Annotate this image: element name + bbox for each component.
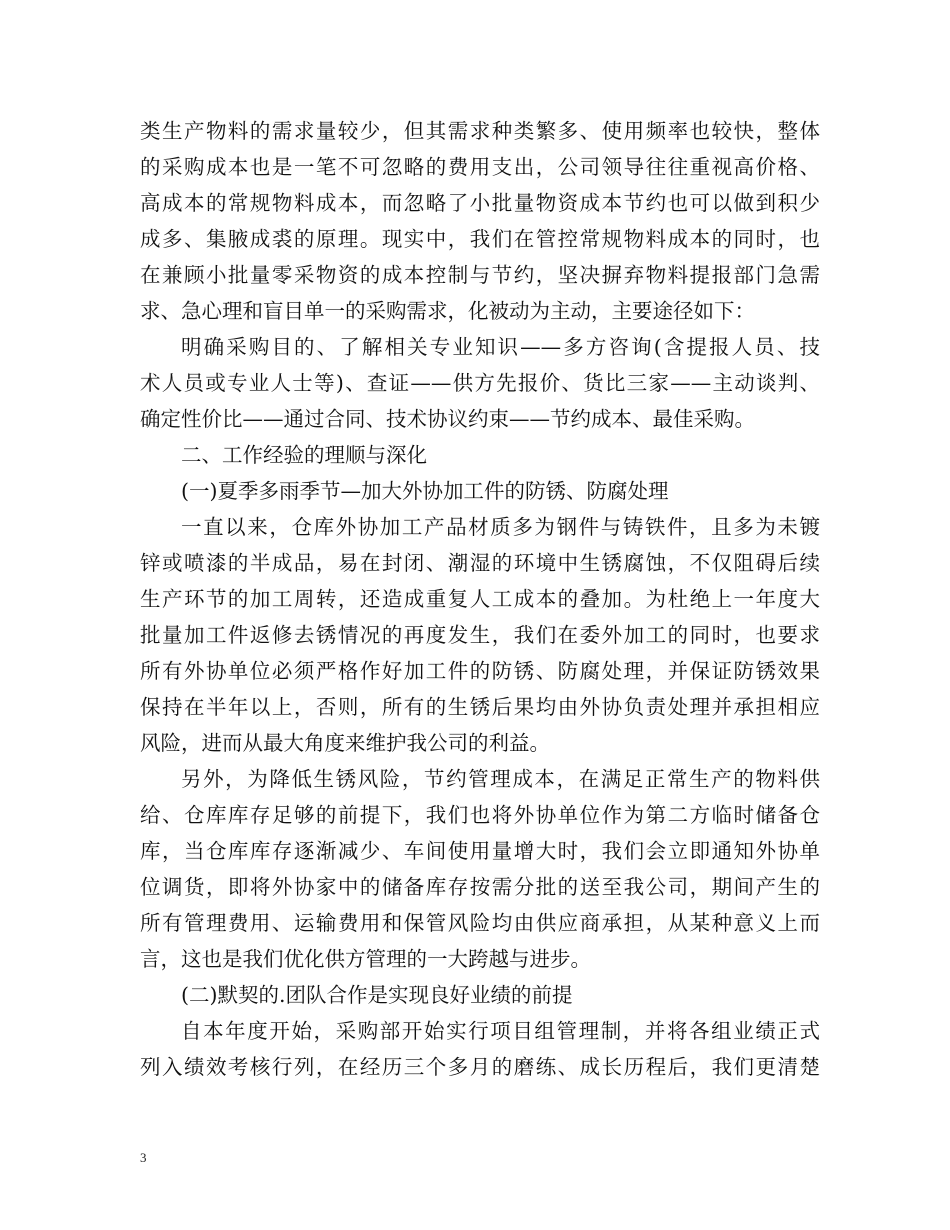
text-line: 保持在半年以上，否则，所有的生锈后果均由外协负责处理并承担相应 [140,695,820,719]
text-line: 术人员或专业人士等)、查证——供方先报价、货比三家——主动谈判、 [140,371,820,395]
text-line: 给、仓库库存足够的前提下，我们也将外协单位作为第二方临时储备仓 [140,803,820,827]
paragraph-continuation [140,113,820,329]
text-line: 言，这也是我们优化供方管理的一大跨越与进步。 [140,947,591,971]
text-line: 风险，进而从最大角度来维护我公司的利益。 [140,731,550,755]
text-line: 求、急心理和盲目单一的采购需求，化被动为主动，主要途径如下： [140,299,755,323]
section-heading [140,437,820,473]
subsection-heading [140,977,820,1013]
text-line: 高成本的常规物料成本，而忽略了小批量物资成本节约也可以做到积少 [140,191,820,215]
text-line: 的采购成本也是一笔不可忽略的费用支出，公司领导往往重视高价格、 [140,155,820,179]
text-line: 一直以来，仓库外协加工产品材质多为钢件与铸铁件，且多为未镀 [181,515,820,539]
text-line: 生产环节的加工周转，还造成重复人工成本的叠加。为杜绝上一年度大 [140,587,820,611]
subsection-heading [140,473,820,509]
paragraph-rust-prevention [140,509,820,761]
text-line: 库，当仓库库存逐渐减少、车间使用量增大时，我们会立即通知外协单 [140,839,820,863]
text-line: 另外，为降低生锈风险，节约管理成本，在满足正常生产的物料供 [181,767,820,791]
text-line: 成多、集腋成裘的原理。现实中，我们在管控常规物料成本的同时，也 [140,227,820,251]
text-line: 自本年度开始，采购部开始实行项目组管理制，并将各组业绩正式 [181,1019,820,1043]
text-line: 批量加工件返修去锈情况的再度发生，我们在委外加工的同时，也要求 [140,623,820,647]
text-line: 位调货，即将外协家中的储备库存按需分批的送至我公司，期间产生的 [140,875,820,899]
text-line: 锌或喷漆的半成品，易在封闭、潮湿的环境中生锈腐蚀，不仅阻碍后续 [140,551,820,575]
text-line: 在兼顾小批量零采物资的成本控制与节约，坚决摒弃物料提报部门急需 [140,263,820,287]
text-line: 所有管理费用、运输费用和保管风险均由供应商承担，从某种意义上而 [140,911,820,935]
heading-line: 二、工作经验的理顺与深化 [181,443,427,467]
text-line: 确定性价比——通过合同、技术协议约束——节约成本、最佳采购。 [140,407,755,431]
text-line: 所有外协单位必须严格作好加工件的防锈、防腐处理，并保证防锈效果 [140,659,820,683]
text-line: 明确采购目的、了解相关专业知识——多方咨询(含提报人员、技 [181,335,820,359]
paragraph-team-cooperation [140,1013,820,1085]
page-number: 3 [140,1150,147,1165]
paragraph-supplier-storage [140,761,820,977]
text-line: 类生产物料的需求量较少，但其需求种类繁多、使用频率也较快，整体 [140,119,820,143]
heading-line: (二)默契的.团队合作是实现良好业绩的前提 [181,983,573,1007]
text-line: 列入绩效考核行列，在经历三个多月的磨练、成长历程后，我们更清楚 [140,1055,820,1079]
heading-line: (一)夏季多雨季节—加大外协加工件的防锈、防腐处理 [181,479,669,503]
document-body [140,113,820,1085]
paragraph-procurement-steps [140,329,820,437]
